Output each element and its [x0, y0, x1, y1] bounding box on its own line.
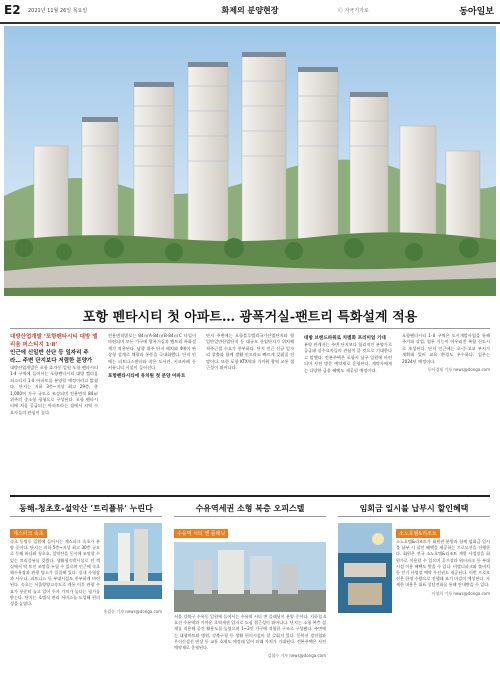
article-subtitle: 포항펜타시티에 유치원 첫 분양 아파트: [108, 374, 186, 380]
article-column-3: [206, 333, 294, 491]
article-text: 포항펜타시티 1·Ⅱ 구역은 도시개발사업을 통해 주거와 상업, 업무 기능이 어우러진 복합 신도시로 조성된다. 단지 인근에는 초·중·고교 부지가 계획돼 있어 교육 환경도 우수하다. 입주는 2024년 예정이다.: [402, 333, 490, 364]
article-kicker: 대방산업개발 ‘포항펜타시티 대방 엘리움 퍼스티지 1·Ⅱ’: [10, 334, 98, 348]
bottom-divider: [10, 516, 162, 517]
bottom-byline: 홍길동 기자 news@donga.com: [103, 609, 162, 615]
bottom-photo: [174, 542, 326, 612]
bottom-photo: [104, 523, 162, 599]
article-column-2: [108, 333, 196, 491]
article-column-5: [402, 333, 490, 491]
page-number: E2: [4, 3, 21, 17]
article-text: 단지 주변에는 포항블루밸리국가산업단지와 영일만일반산업단지 등 대규모 산업단지가 위치해 직주근접 수요가 풍부하다. 단지 인근 신규 일자리 창출과 함께 생활 인프라도 빠르게 갖춰질 전망이다. 또한 포항 KTX역과 가까워 광역 교통 접근성이 뛰어나다.: [206, 333, 294, 371]
top-article: [10, 333, 490, 491]
main-headline: 포항 펜타시티 첫 아파트… 광폭거실-팬트리 특화설계 적용: [82, 310, 418, 325]
bottom-divider: [338, 516, 490, 517]
article-text: 전용면적별로는 84㎡A·84㎡B·84㎡C 타입이 마련되며 모든 가구에 광폭거실과 팬트리 특화설계가 적용된다. 남향 위주 단지 배치와 4베이 판상형 설계로 채광과 통풍을 극대화했다. 단지 안에는 피트니스센터와 작은 도서관, 키즈카페 등 커뮤니티 시설이 들어선다.: [108, 333, 196, 371]
bottom-text: 속초 동명동 일원에 들어서는 제스파크 속초가 분양 중이다. 단지는 지하 5층~지상 최고 30층 규모로 동해 바다와 청초호, 설악산을 동시에 조망할 수 있는 트리플뷰를 갖췄다. 생활형숙박시설로 전 객실에서 탁 트인 조망을 누릴 수 있으며 인근에 속초해수욕장과 관광 명소가 밀집해 있다. 실내 수영장과 사우나, 피트니스 등 부대시설도 풍부하게 마련된다. 속초는 서울양양고속도로 개통 이후 관광 수요가 꾸준히 늘고 있어 투자 가치가 높다는 평가를 받는다. 단지는 호텔식 관리 서비스를 도입해 편의성을 높였다.: [10, 539, 100, 607]
bottom-article-1: [10, 502, 162, 687]
article-text: 분양 관계자는 주변 단지보다 합리적인 분양가로 공급돼 실수요자들의 관심이 클 것으로 기대한다고 말했다. 견본주택은 포항시 남구 일원에 마련되며 사전 방문 예약제로 운영된다. 계약자에게는 다양한 금융 혜택도 제공될 예정이다.: [304, 342, 392, 373]
bottom-label: 소노호텔&리조트: [396, 529, 440, 538]
bottom-text: 소노호텔&리조트가 회원권 분양과 함께 임회금 일시불 납부 시 할인 혜택을 제공하는 프로모션을 진행한다. 회원은 전국 소노호텔&리조트 계열 사업장을 회원가로 이용할 수 있으며 골프장과 워터파크 등 부대시설 이용 혜택도 받을 수 있다. 비발디파크와 쏠비치 등 인기 사업장 예약 우선권도 제공된다. 이번 프로모션은 한정 수량으로 진행돼 조기 마감이 예상된다. 자세한 내용은 대표 상담전화를 통해 안내받을 수 있다.: [396, 539, 490, 588]
bottom-text: 서울 강북구 수유동 일원에 들어서는 수유역 시티 앤 플래닛이 분양 중이다. 지하철 4호선 수유역과 가까운 초역세권 입지로 도심 접근성이 뛰어나다. 단지는 소형 복층 설계를 적용해 공간 활용도를 높였으며 1~2인 가구에 적합한 구조로 구성됐다. 주변에는 대형마트와 병원, 강북구청 등 생활 편의시설이 잘 갖춰져 있다. 동북선 경전철과 우이신설선 연장 등 교통 호재도 예정돼 있어 미래 가치가 기대된다. 견본주택은 사전 예약제로 운영된다.: [174, 614, 326, 651]
section-title: 화제의 분양현장: [221, 6, 279, 15]
bottom-label: 수유역 시티 앤 플래닛: [174, 529, 228, 538]
article-subtitle: 대방 브랜드파워로 차별화 프리미엄 기대: [304, 336, 386, 341]
bottom-byline: 김철수 기자 news@donga.com: [267, 653, 326, 659]
article-column-1: [10, 333, 98, 491]
page-header: [0, 0, 500, 24]
section-divider: [10, 495, 490, 497]
article-column-4: [304, 333, 392, 491]
headline-divider: [10, 328, 490, 329]
issue-date: 2021년 11월 26일 목요일: [28, 8, 88, 14]
hero-image: [4, 26, 496, 296]
bottom-headline: 임회금 일시불 납부시 할인혜택: [359, 503, 469, 513]
article-text: 대방산업개발은 포항 효자동 일원 포항 펜타시티 1·Ⅱ 구역에 들어서는 포항펜타시티 대방 엘리움 퍼스티지 1·Ⅱ 아파트를 분양할 예정이라고 밝혔다. 단지는 지하 3층~지상 최고 29층, 총 1,000여 가구 규모로 조성되며 전용면적 84㎡ 위주의 중소형 평형으로 구성된다. 포항 펜타시티에 처음 공급되는 아파트라는 점에서 지역 수요자들의 관심이 높다.: [10, 365, 98, 415]
bottom-label: 제스파크 속초: [10, 529, 47, 538]
article-subhead: 인근에 신일반 산단 등 일자리 주라… 주변 단지보다 저렴한 분양가: [10, 350, 93, 364]
article-byline: 동아경제 기자 news@donga.com: [427, 367, 490, 373]
newspaper-logo: 동아일보: [459, 7, 494, 17]
bottom-article-2: [174, 502, 326, 687]
bottom-headline: 수유역세권 소형 복층 오피스텔: [195, 503, 305, 513]
bottom-article-3: [338, 502, 490, 687]
bottom-headline: 동해-청초호-설악산 ‘트리플뷰’ 누린다: [19, 503, 153, 513]
bottom-photo: [338, 523, 392, 613]
header-meta: Ⓒ 자극기가로: [338, 8, 369, 14]
bottom-byline: 이영희 기자 news@donga.com: [431, 590, 490, 596]
bottom-divider: [174, 516, 326, 517]
